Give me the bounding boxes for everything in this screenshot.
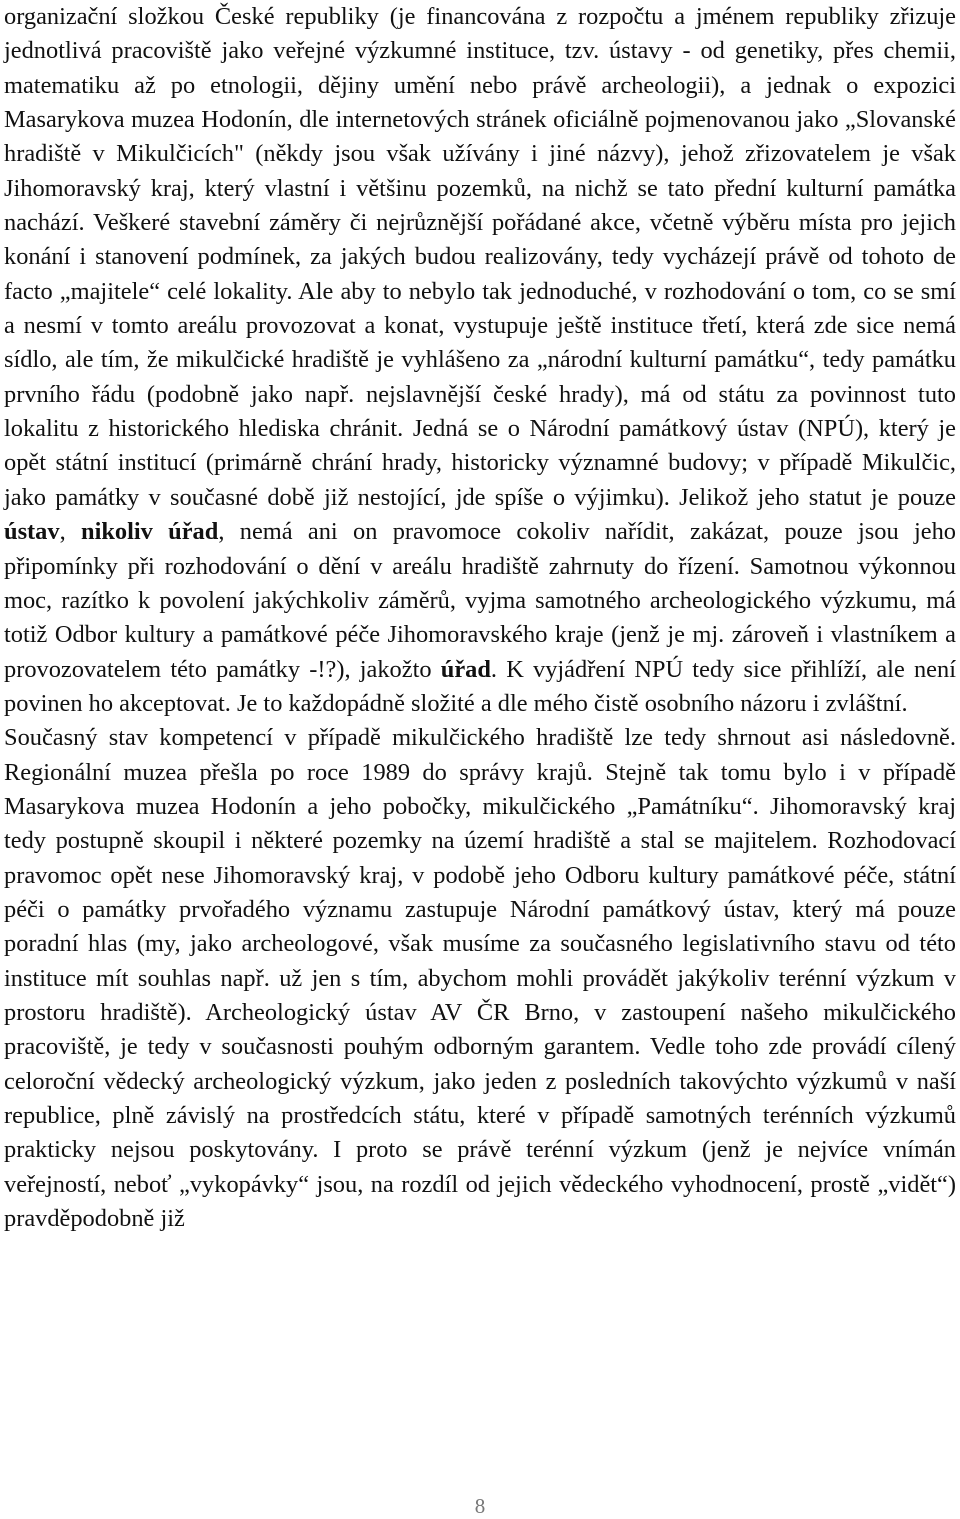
paragraph-1-text-d: . K vyjádření NPÚ tedy sice přihlíží, ale není povinen ho akceptovat. Je to každopádně složité a dle mého čistě osobního názoru i zvláštní.: [4, 655, 956, 717]
paragraph-1-text-c: , nemá ani on pravomoce cokoliv nařídit, zakázat, pouze jsou jeho připomínky při rozhodování o dění v areálu hradiště zahrnuty do řízení. Samotnou výkonnou moc, razítko k povolení jakýchkoliv záměrů, vyjma samotného archeologického výzkumu, má totiž Odbor kultury a památkové péče Jihomoravského kraje (jenž je mj. zároveň i vlastníkem a provozovatelem této památky -!?), jakožto: [4, 518, 956, 683]
paragraph-2: Současný stav kompetencí v případě mikulčického hradiště lze tedy shrnout asi následovně. Regionální muzea přešla po roce 1989 do správy krajů. Stejně tak tomu bylo i v případě Masarykova muzea Hodonín a jeho pobočky, mikulčického „Památníku“. Jihomoravský kraj tedy postupně skoupil i některé pozemky na území hradiště a stal se majitelem. Rozhodovací pravomoc opět nese Jihomoravský kraj, v podobě jeho Odboru kultury památkové péče, státní péči o památky prvořadého významu zastupuje Národní památkový ústav, který má pouze poradní hlas (my, jako archeologové, však musíme za současného legislativního stavu od této instituce mít souhlas např. už jen s tím, abychom mohli provádět jakýkoliv terénní výzkum v prostoru hradiště). Archeologický ústav AV ČR Brno, v zastoupení našeho mikulčického pracoviště, je tedy v současnosti pouhým odborným garantem. Vedle toho zde provádí cílený celoroční vědecký archeologický výzkum, jako jeden z posledních takovýchto výzkumů v naší republice, plně závislý na prostředcích státu, které v případě samotných terénních výzkumů prakticky nejsou poskytovány. I proto se právě terénní výzkum (jenž je nejvíce vnímán veřejností, neboť „vykopávky“ jsou, na rozdíl od jejich vědeckého vyhodnocení, prostě „vidět“) pravděpodobně již: [4, 724, 956, 1233]
page-number: 8: [474, 1494, 486, 1518]
paragraph-1-text-b: ,: [59, 518, 81, 546]
paragraph-1: [4, 0, 956, 721]
bold-ustav: ústav: [4, 518, 60, 546]
bold-nikoliv-urad: nikoliv úřad: [81, 518, 219, 546]
document-page: [4, 0, 956, 1236]
bold-urad: úřad: [440, 655, 491, 683]
paragraph-1-text-a: organizační složkou České republiky (je financována z rozpočtu a jménem republiky zřizuje jednotlivá pracoviště jako veřejné výzkumné instituce, tzv. ústavy - od genetiky, přes chemii, matematiku až po etnologii, dějiny umění nebo právě archeologii), a jednak o expozici Masarykova muzea Hodonín, dle internetových stránek oficiálně pojmenovanou jako „Slovanské hradiště v Mikulčicích" (někdy jsou však užívány i jiné názvy), jehož zřizovatelem je však Jihomoravský kraj, který vlastní i většinu pozemků, na nichž se tato přední kulturní památka nachází. Veškeré stavební záměry či nejrůznější pořádané akce, včetně výběru místa pro jejich konání i stanovení podmínek, za jakých budou realizovány, tedy vycházejí právě od tohoto de facto „majitele“ celé lokality. Ale aby to nebylo tak jednoduché, v rozhodování o tom, co se smí a nesmí v tomto areálu provozovat a konat, vystupuje ještě instituce třetí, která zde sice nemá sídlo, ale tím, že mikulčické hradiště je vyhlášeno za „národní kulturní památku“, tedy památku prvního řádu (podobně jako např. nejslavnější české hrady), má od státu za povinnost tuto lokalitu z historického hlediska chránit. Jedná se o Národní památkový ústav (NPÚ), který je opět státní institucí (primárně chrání hrady, historicky významné budovy; v případě Mikulčic, jako památky v současné době již nestojící, jde spíše o výjimku). Jelikož jeho statut je pouze: [4, 3, 956, 511]
